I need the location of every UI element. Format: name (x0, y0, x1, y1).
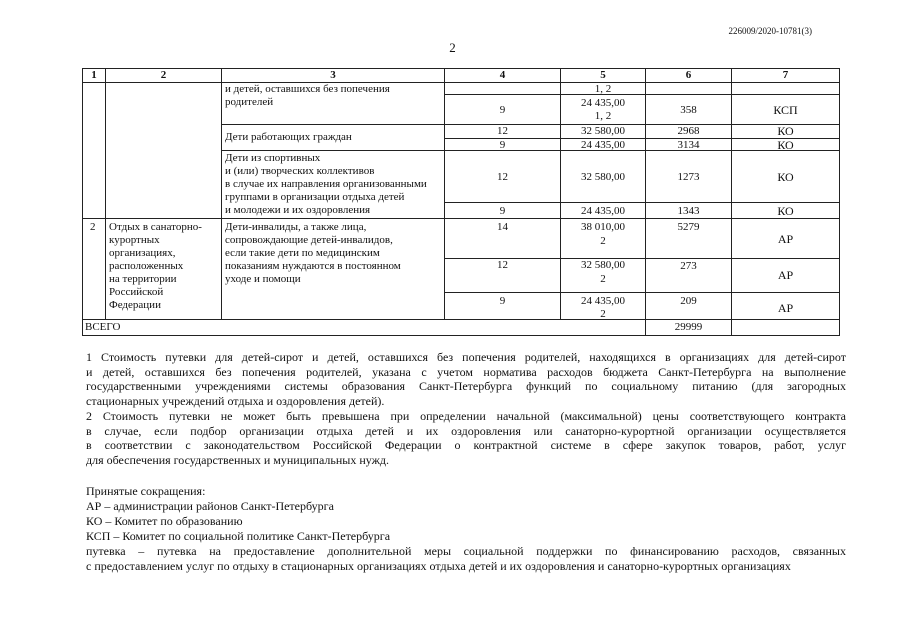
quantity-cell: 209 (680, 295, 697, 307)
rest-type-text: Федерации (109, 299, 161, 311)
column-header-5: 5 (600, 69, 606, 81)
table-border (82, 82, 840, 83)
footnote-line: стационарных учреждений отдыха и оздоровления детей). (86, 393, 385, 408)
quantity-cell: 358 (680, 104, 697, 116)
cost-cell: 24 435,00 (581, 139, 625, 151)
abbreviations-title: Принятые сокращения: (86, 484, 206, 498)
table-border (82, 319, 840, 320)
organization-cell: КСП (773, 103, 798, 117)
allocation-table (82, 68, 840, 336)
rest-type-text: Российской (109, 286, 164, 298)
rest-type-text: организациях, (109, 247, 176, 259)
category-text: сопровождающие детей-инвалидов, (225, 234, 393, 246)
organization-cell: КО (777, 124, 794, 138)
organization-cell: КО (777, 170, 794, 184)
quantity-cell: 5279 (677, 221, 700, 233)
rest-type-text: на территории (109, 273, 177, 285)
cost-footnote-ref: 2 (600, 273, 606, 285)
footnote-line: в соответствии с законодательством Российской Федерации о контрактной системе в сфере закупок товаров, работ, услуг (86, 438, 846, 452)
organization-cell: КО (777, 138, 794, 152)
organization-cell: АР (777, 301, 794, 315)
definition-line: путевка – путевка на предоставление дополнительной меры социальной поддержки по финансированию расходов, связанных (86, 544, 846, 558)
cost-footnote-ref: 1, 2 (594, 83, 612, 95)
cost-cell: 32 580,00 (581, 171, 625, 183)
table-border (444, 292, 840, 293)
category-text: уходе и помощи (225, 273, 301, 285)
category-text: Дети из спортивных (225, 152, 321, 164)
footnote-line: государственными учреждениями системы образования Санкт-Петербурга функций по социальному питанию (для загородных (86, 379, 846, 393)
category-text: и (или) творческих коллективов (225, 165, 375, 177)
quantity-cell: 1273 (677, 171, 700, 183)
column-header-1: 1 (91, 69, 97, 81)
footnote-line: для обеспечения государственных и муниципальных нужд. (86, 452, 390, 467)
days-cell: 9 (499, 205, 506, 217)
footnote-line: 2 Стоимость путевки не может быть превышена при определении начальной (максимальной) цены соответствующего контракта (86, 409, 846, 423)
days-cell: 9 (499, 139, 506, 151)
footnote-line: 1 Стоимость путевки для детей-сирот и детей, оставшихся без попечения родителей, находящихся в организациях для детей-сирот (86, 350, 846, 364)
document-id: 226009/2020-10781(3) (728, 26, 812, 36)
table-border (221, 68, 222, 319)
total-label: ВСЕГО (85, 321, 121, 333)
abbreviation-item: АР – администрации районов Санкт-Петербурга (86, 499, 334, 513)
abbreviation-item: КО – Комитет по образованию (86, 514, 243, 528)
quantity-cell: 273 (680, 260, 697, 272)
days-cell: 12 (497, 259, 508, 271)
organization-cell: КО (777, 204, 794, 218)
footnote-2 (86, 409, 846, 467)
cost-cell: 24 435,00 (581, 295, 625, 307)
category-text: и детей, оставшихся без попечения (225, 83, 390, 95)
table-border (82, 68, 83, 336)
cost-cell: 38 010,00 (581, 221, 625, 233)
page-number: 2 (449, 40, 456, 55)
rest-type-text: курортных (109, 234, 160, 246)
table-border (82, 335, 840, 336)
category-text: группами в организации отдыха детей (225, 191, 405, 203)
column-header-6: 6 (685, 69, 692, 81)
days-cell: 9 (499, 295, 506, 307)
column-header-2: 2 (160, 69, 167, 81)
category-text: родителей (225, 96, 274, 108)
cost-cell: 32 580,00 (581, 125, 625, 137)
category-text: и молодежи и их оздоровления (225, 204, 371, 216)
table-border (105, 68, 106, 319)
cost-footnote-ref: 2 (600, 308, 606, 320)
table-border (444, 202, 840, 203)
cost-footnote-ref: 2 (600, 235, 606, 247)
quantity-cell: 1343 (677, 205, 700, 217)
quantity-cell: 2968 (677, 125, 700, 137)
cost-cell: 24 435,00 (581, 97, 625, 109)
column-header-4: 4 (499, 69, 506, 81)
footnote-line: и детей, оставшихся без попечения родителей, указана с учетом норматива расходов бюджета Санкт-Петербурга на выполнение (86, 364, 846, 379)
column-header-7: 7 (782, 69, 789, 81)
footnote-line: в случае, если подбор организации отдыха детей и их оздоровления или санаторно-курортной организации осуществляется (86, 423, 846, 438)
category-text: показаниям нуждаются в постоянном (225, 260, 401, 272)
cost-cell: 24 435,00 (581, 205, 625, 217)
organization-cell: АР (777, 268, 794, 282)
cost-cell: 32 580,00 (581, 259, 625, 271)
abbreviation-item: КСП – Комитет по социальной политике Санкт-Петербурга (86, 529, 391, 543)
quantity-cell: 3134 (677, 139, 700, 151)
category-text: Дети работающих граждан (225, 131, 352, 143)
category-text: если такие дети по медицинским (225, 247, 380, 259)
days-cell: 14 (497, 221, 508, 233)
category-text: в случае их направления организованными (225, 178, 427, 190)
category-text: Дети-инвалиды, а также лица, (225, 221, 367, 233)
table-border (82, 218, 840, 219)
cost-footnote-ref: 1, 2 (594, 110, 612, 122)
putevka-definition (86, 544, 846, 573)
organization-cell: АР (777, 232, 794, 246)
definition-line: с предоставлением услуг по отдыху в стационарных организациях отдыха детей и их оздоровления и санаторно-курортных организациях (86, 558, 791, 573)
days-cell: 9 (499, 104, 506, 116)
days-cell: 12 (497, 125, 508, 137)
footnote-1 (86, 350, 846, 408)
days-cell: 12 (497, 171, 508, 183)
row-number: 2 (90, 221, 96, 233)
column-header-3: 3 (330, 69, 336, 81)
rest-type-text: Отдых в санаторно- (109, 221, 202, 233)
rest-type-text: расположенных (109, 260, 184, 272)
total-value: 29999 (674, 321, 703, 333)
